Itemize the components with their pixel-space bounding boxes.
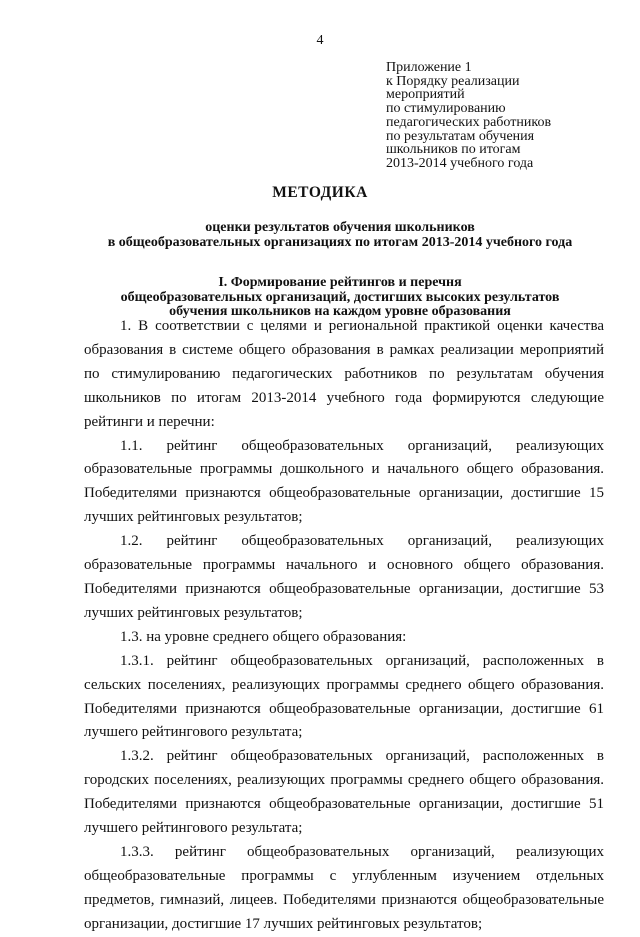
section-heading-line: обучения школьников на каждом уровне образования: [169, 304, 511, 319]
paragraph-1-3-3: 1.3.3. рейтинг общеобразовательных организаций, реализующих общеобразовательные программы с углубленным изучением отдельных предметов, гимназий, лицеев. Победителями признаются общеобразовательные организации, достигшие 17 лучших рейтинговых результатов;: [84, 843, 604, 932]
appendix-line: по стимулированию: [386, 101, 506, 117]
paragraph-1-2: 1.2. рейтинг общеобразовательных организаций, реализующих образовательные программы начального и основного общего образования. Победителями признаются общеобразовательные организации, достигшие 53 лучших рейтинговых результатов;: [84, 533, 604, 621]
paragraph-1-3-2: 1.3.2. рейтинг общеобразовательных организаций, расположенных в городских поселениях, реализующих программы среднего общего образования. Победителями признаются общеобразовательные организации, достигшие 51 лучшего рейтингового результата;: [84, 748, 604, 837]
appendix-line: педагогических работников: [386, 114, 552, 130]
appendix-line: мероприятий: [386, 87, 465, 103]
appendix-note: [386, 61, 626, 171]
appendix-line: по результатам обучения: [386, 128, 535, 144]
section-heading-line: I. Формирование рейтингов и перечня: [218, 275, 462, 290]
appendix-line: Приложение 1: [386, 60, 472, 75]
section-heading-line: общеобразовательных организаций, достигших высоких результатов: [120, 289, 560, 305]
subtitle-line: оценки результатов обучения школьников: [205, 220, 475, 235]
appendix-line: к Порядку реализации: [386, 73, 520, 89]
document-title: МЕТОДИКА: [272, 184, 368, 201]
document-titles: [0, 184, 640, 320]
page-number: 4: [316, 33, 324, 48]
paragraph-1: 1. В соответствии с целями и региональной практикой оценки качества образования в системе общего образования в рамках реализации мероприятий по стимулированию педагогических работников по результатам обучения школьников по итогам 2013-2014 учебного года формируются следующие рейтинги и перечни:: [84, 318, 604, 430]
subtitle-line: в общеобразовательных организациях по итогам 2013-2014 учебного года: [107, 234, 573, 250]
section-heading: [0, 276, 640, 320]
appendix-line: школьников по итогам: [386, 142, 521, 158]
document-body: [84, 315, 604, 937]
paragraph-1-3: 1.3. на уровне среднего общего образования:: [120, 628, 407, 645]
paragraph-1-3-1: 1.3.1. рейтинг общеобразовательных организаций, расположенных в сельских поселениях, реализующих программы среднего общего образования. Победителями признаются общеобразовательные организации, достигшие 61 лучшего рейтингового результата;: [84, 652, 604, 741]
document-subtitle: [0, 221, 640, 250]
paragraph-1-1: 1.1. рейтинг общеобразовательных организаций, реализующих образовательные программы дошкольного и начального общего образования. Победителями признаются общеобразовательные организации, достигшие 15 лучших рейтинговых результатов;: [84, 437, 604, 526]
appendix-line: 2013-2014 учебного года: [386, 155, 534, 171]
